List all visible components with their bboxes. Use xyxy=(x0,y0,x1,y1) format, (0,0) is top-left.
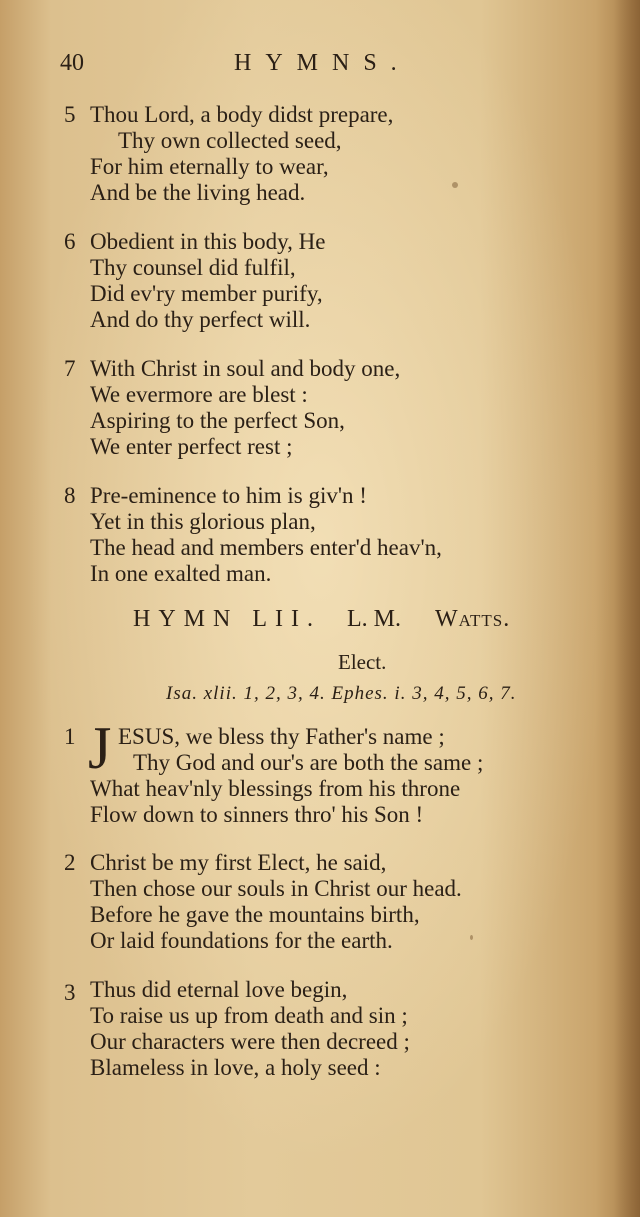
verse-line: Blameless in love, a holy seed : xyxy=(90,1055,381,1080)
hymn-author: Watts. xyxy=(434,606,511,632)
verse-line: Thy own collected seed, xyxy=(118,128,342,153)
stanza-number: 6 xyxy=(64,229,76,254)
verse-line: Then chose our souls in Christ our head. xyxy=(90,876,462,901)
verse-line: Did ev'ry member purify, xyxy=(90,281,323,306)
verse-line: And do thy perfect will. xyxy=(90,307,311,332)
verse-line: We evermore are blest : xyxy=(90,382,308,407)
verse-line: Christ be my first Elect, he said, xyxy=(90,850,387,875)
stanza-number: 1 xyxy=(64,724,76,749)
stanza-number: 3 xyxy=(64,980,76,1005)
hymn-meter: L. M. xyxy=(346,606,401,632)
verse-line: Obedient in this body, He xyxy=(90,229,326,254)
verse-line: Or laid foundations for the earth. xyxy=(90,928,393,953)
verse-line: Thy counsel did fulfil, xyxy=(90,255,296,280)
verse-line: Thy God and our's are both the same ; xyxy=(133,750,484,775)
stanza-number: 2 xyxy=(64,850,76,875)
verse-line: Yet in this glorious plan, xyxy=(90,509,316,534)
drop-cap: J xyxy=(88,715,112,781)
stanza-number: 7 xyxy=(64,356,76,381)
verse-line: ESUS, we bless thy Father's name ; xyxy=(118,724,445,749)
verse-line: Thus did eternal love begin, xyxy=(90,977,348,1002)
verse-line: With Christ in soul and body one, xyxy=(90,356,401,381)
verse-line: Our characters were then decreed ; xyxy=(90,1029,410,1054)
verse-line: Aspiring to the perfect Son, xyxy=(90,408,345,433)
running-title: HYMNS. xyxy=(234,50,411,76)
verse-line: Pre-eminence to him is giv'n ! xyxy=(90,483,367,508)
page-number: 40 xyxy=(60,50,84,76)
paper-spot xyxy=(470,935,473,940)
verse-line: In one exalted man. xyxy=(90,561,272,586)
hymn-subject: Elect. xyxy=(338,650,387,674)
paper-spot xyxy=(452,182,458,188)
scripture-reference: Isa. xlii. 1, 2, 3, 4. Ephes. i. 3, 4, 5, 6, 7. xyxy=(166,683,517,704)
verse-line: Flow down to sinners thro' his Son ! xyxy=(90,802,424,827)
verse-line: For him eternally to wear, xyxy=(90,154,329,179)
verse-line: Before he gave the mountains birth, xyxy=(90,902,420,927)
stanza-number: 5 xyxy=(64,102,76,127)
verse-line: Thou Lord, a body didst prepare, xyxy=(90,102,394,127)
hymn-heading xyxy=(133,606,510,633)
verse-line: To raise us up from death and sin ; xyxy=(90,1003,408,1028)
verse-line: And be the living head. xyxy=(90,180,306,205)
verse-line: We enter perfect rest ; xyxy=(90,434,293,459)
page-edge-shadow xyxy=(614,0,640,1217)
verse-line: What heav'nly blessings from his throne xyxy=(90,776,461,801)
hymn-title: HYMN LII. xyxy=(133,606,321,632)
verse-line: The head and members enter'd heav'n, xyxy=(90,535,442,560)
stanza-number: 8 xyxy=(64,483,76,508)
